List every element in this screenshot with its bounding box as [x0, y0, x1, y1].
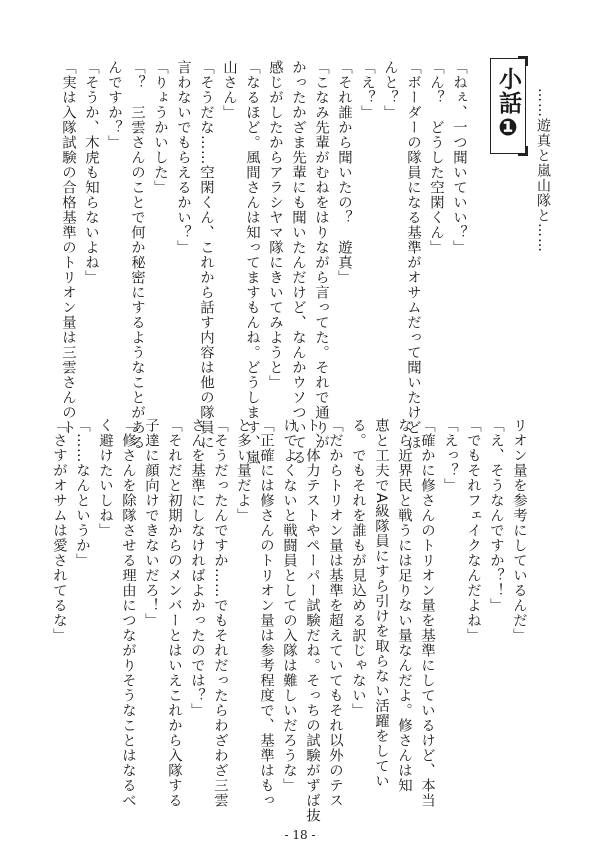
text-line: 「え？」 — [359, 60, 375, 120]
text-line: 「ボーダーの隊員になる基準がオサムだって聞いたけどほ — [405, 60, 421, 450]
text-line: 子達に顔向けできないだろ！」 — [143, 418, 159, 628]
chapter-subtitle: ……遊真と嵐山隊と…… — [535, 88, 551, 253]
text-line: 「なるほど。風間さんは知ってますもんね。どうします、嵐 — [244, 60, 260, 465]
text-line: と多い量だよ」 — [235, 418, 251, 523]
text-line: 「それ誰から聞いたの？ 遊真」 — [336, 60, 352, 285]
text-line: 「確かに修さんのトリオン量を基準にしているけど、本当 — [419, 418, 435, 808]
text-line: なら近界民と戦うには足りない量なんだよ。修さんは知 — [396, 418, 412, 793]
text-line: 「そうだったんですか……でもそれだったらわざわざ三雲 — [212, 418, 228, 808]
text-line: る。でもそれを誰もが見込める訳じゃない」 — [350, 418, 366, 718]
text-line: さんを基準にしなければよかったのでは？」 — [189, 418, 205, 718]
text-line: リオン量を参考にしているんだ」 — [511, 418, 527, 643]
page-number: - 18 - — [284, 828, 316, 842]
text-column-bottom — [47, 418, 530, 823]
text-line: 「りょうかいした」 — [152, 60, 168, 195]
chapter-heading: 小話❶ — [495, 67, 521, 142]
chapter-heading-box — [490, 58, 526, 154]
text-line: んですか？」 — [106, 60, 122, 150]
text-line: 「そうか、木虎も知らないよね」 — [83, 60, 99, 285]
text-line: 「……なんというか」 — [74, 418, 90, 568]
text-line: かったかざま先輩にも聞いたんだけど、なんかウソついてる — [290, 60, 306, 465]
text-line: 言わないでもらえるかい？」 — [175, 60, 191, 255]
text-line: 「実は入隊試験の合格基準のトリオン量は三雲さんのト — [60, 60, 76, 435]
text-line: 「え、そうなんですか？！」 — [488, 418, 504, 613]
text-line: 「？ 三雲さんのことで何か秘密にするようなことがある — [129, 60, 145, 450]
text-line: 「さすがオサムは愛されてるな」 — [51, 418, 67, 643]
text-line: 恵と工夫でA級隊員にすら引けを取らない活躍をしてい — [373, 418, 389, 789]
text-line: 感じがしたからアラシヤマ隊にきいてみようと」 — [267, 60, 283, 390]
bracket-top-corner — [518, 56, 528, 66]
text-line: 「修さんを除隊させる理由につながりそうなことはなるべ — [120, 418, 136, 808]
text-line: 「こなみ先輩がむねをはりながら言ってた。それで通りが — [313, 60, 329, 450]
text-line: ト、体力テストやペーパー試験だね。そっちの試験がずば抜 — [304, 418, 320, 823]
text-column-top — [56, 60, 470, 465]
text-line: 山さん」 — [221, 60, 237, 120]
text-line: 「ねぇ、一つ聞いていい？」 — [451, 60, 467, 255]
text-line: 「そうだな……空閑くん、これから話す内容は他の隊員に — [198, 60, 214, 450]
text-line: 「正確には修さんのトリオン量は参考程度で、基準はもっ — [258, 418, 274, 808]
text-line: 「ん？ どうした空閑くん」 — [428, 60, 444, 255]
text-line: 「だからトリオン量は基準を超えていてもそれ以外のテス — [327, 418, 343, 808]
bracket-bottom-corner — [518, 146, 528, 156]
text-line: んと？」 — [382, 60, 398, 120]
text-line: 「それだと初期からのメンバーとはいえこれから入隊する — [166, 418, 182, 808]
text-line: けてよくないと戦闘員としての入隊は難しいだろうな」 — [281, 418, 297, 793]
text-line: 「えっ？」 — [442, 418, 458, 493]
text-line: く避けたいしね」 — [97, 418, 113, 538]
text-line: 「でもそれフェイクなんだよね」 — [465, 418, 481, 643]
